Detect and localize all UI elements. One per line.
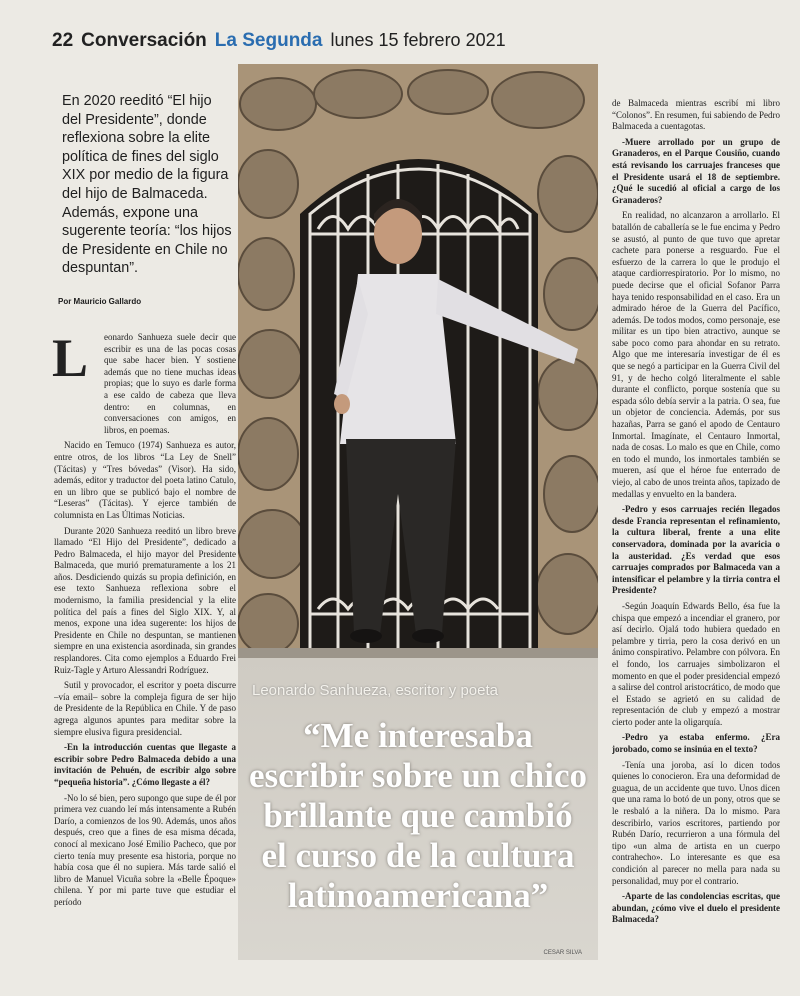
pullquote-panel <box>238 658 598 960</box>
intro-summary: En 2020 reeditó “El hijo del Presidente”, donde reflexiona sobre la elite política de fines del siglo XIX por medio de la figura del hijo de Balmaceda. Además, expone una sugerente teoría: “los hijos de Presidente en Chile no despuntan”. <box>62 93 232 277</box>
article-paragraph: Nacido en Temuco (1974) Sanhueza es autor, entre otros, de los libros “La Ley de Snell” (Tácitas) y “Tres bóvedas” (Visor). Ha sido, además, editor y traductor del poeta latino Catulo, en un libro que se publicó bajo el nombre de “Leseras” (Tácitas). Y ejerce también de columnista en Las Últimas Noticias. <box>54 440 236 520</box>
article-paragraph: de Balmaceda mientras escribí mi libro “Colonos”. En resumen, fui sabiendo de Pedro Balmaceda a cuentagotas. <box>612 98 780 132</box>
drop-cap: L <box>52 328 89 388</box>
photo-caption: Leonardo Sanhueza, escritor y poeta <box>252 682 498 699</box>
section-name: Conversación <box>81 30 207 51</box>
article-paragraph: Durante 2020 Sanhueza reeditó un libro breve llamado “El Hijo del Presidente”, dedicado a Pedro Balmaceda, el hijo mayor del Presidente Balmaceda, que murió prematuramente a los 21 años. Desdiciendo quizás su propia definición, en ese texto Sanhueza reflexiona sobre el modernismo, la familia presidencial y la elite política del país a fines del Siglo XIX. Y, al menos, expone una idea sugerente: los hijos de Presidente en Chile no despuntan, se mantienen siempre en una existencia asordinada, sin grandes resplandores. Cita como ejemplos a Eduardo Frei Ruiz-Tagle y Arturo Alessandri Rodríguez. <box>54 525 236 675</box>
article-paragraph: En realidad, no alcanzaron a arrollarlo. El batallón de caballería se le fue encima y Pedro se asustó, al punto de que tuvo que apretar cachete para ponerse a resguardo. Fue el esfuerzo de la carrera lo que le produjo el ataque cardiorrespiratorio. Por lo mismo, no puede decirse que el oficial Sofanor Parra haya tenido responsabilidad en el caso. Era un admirado héroe de la Guerra del Pacífico, además. De todos modos, como personaje, ese militar es un tipo bien atractivo, aunque se sabe poco como para ahondar en su retrato. Algo que me interesaría investigar de él es que se negó a participar en la Guerra Civil del 91, y de hecho colgó literalmente el sable durante el conflicto, porque sostenía que su espada sólo debía servir a la patria. O sea, fue un objetor de conciencia. Además, por sus hazañas, Parra se ganó el apodo de Centauro Inmortal. Imagínate, el Centauro Inmortal, nada de cosas. Lo malo es que en Chile, como en todo el mundo, los inmortales también se mueren, así que el héroe fue enterrado de viejo, al cabo de unos treinta años, tapizado de medallas y envuelto en la bandera. <box>612 210 780 499</box>
article-column-right <box>612 98 780 973</box>
byline: Por Mauricio Gallardo <box>58 297 142 306</box>
newspaper-name: La Segunda <box>214 30 323 51</box>
issue-date: lunes 15 febrero 2021 <box>330 30 506 50</box>
article-paragraph: Sutil y provocador, el escritor y poeta discurre –vía email– sobre la compleja figura de ser hijo de Presidente de la República en Chile. Y de paso agrega algunos apuntes para meditar sobre la siempre elusiva figura presidencial. <box>54 680 236 737</box>
article-paragraph: -No lo sé bien, pero supongo que supe de él por primera vez cuando leí más intensamente a Rubén Darío, a comienzos de los 90. Además, unos años después, creo que a fines de esa misma década, conocí al mexicano José Emilio Pacheco, que por cierto tenía muy presente esa historia, porque no había cosa que él no supiera. Más tarde salió el libro de Manuel Vicuña sobre la «Belle Époque» chilena. Y por mi parte tuve que estudiar el período <box>54 792 236 907</box>
article-column-left <box>52 328 236 982</box>
interview-question: -Muere arrollado por un grupo de Granaderos, en el Parque Cousiño, cuando está revisando los carruajes franceses que el Presidente usará el 18 de septiembre. ¿Qué le sucedió al oficial a cargo de los Granaderos? <box>612 136 780 205</box>
interview-question: -Aparte de las condolencias escritas, que abundan, ¿cómo vive el duelo el presidente Balmaceda? <box>612 891 780 925</box>
interview-question: -Pedro y esos carruajes recién llegados desde Francia representan el refinamiento, la cultura liberal, frente a una elite conservadora, dominada por la avaricia o la austeridad. ¿Es verdad que esos carruajes comprados por Balmaceda van a intensificar el pelambre y la tirria contra el Presidente? <box>612 504 780 596</box>
article-paragraph: -Tenía una joroba, así lo dicen todos quienes lo conocieron. Era una deformidad de guagua, de un accidente que tuvo. Unos dicen que una rama lo botó de un pony, otros que se le resbaló a la niñera. Da lo mismo. Para describirlo, varios escritores, partiendo por Rubén Darío, recurrieron a una fórmula del tipo «un alma de artista en un cuerpo contrahecho». Lo interesante es que esa condición al parecer no mella para nada su personalidad, muy por el contrario. <box>612 759 780 886</box>
interview-question: -Pedro ya estaba enfermo. ¿Era jorobado, como se insinúa en el texto? <box>612 732 780 755</box>
page-number: 22 <box>52 30 74 51</box>
photo-credit: CESAR SILVA <box>543 950 582 956</box>
article-paragraph: -Según Joaquín Edwards Bello, ésa fue la chispa que empezó a incendiar el granero, por así decirlo. Ojalá todo hubiera quedado en pelambre y tirria, pero la cosa derivó en un ánimo conspirativo. Pelambre con pólvora. En el fondo, los carruajes simbolizaron el momento en que el poder presidencial empezó a salirse del control aristocrático, de modo que el Estado se agrietó en su calidad de representación de club y empezó a mostrar cierto poder ante la oligarquía. <box>612 600 780 727</box>
article-paragraph: eonardo Sanhueza suele decir que escribir es una de las pocas cosas que sabe hacer bien. Y sostiene además que no tiene muchas ideas propias; que lo suyo es darle forma a ese caldo de cabeza que lleva dentro: en columnas, en conversaciones con amigos, en libros, en poemas. <box>104 332 236 435</box>
interview-question: -En la introducción cuentas que llegaste a escribir sobre Pedro Balmaceda debido a una invitación de Pehuén, de escribir algo sobre “pequeña historia”. ¿Cómo llegaste a él? <box>54 742 236 787</box>
page-header <box>52 30 612 60</box>
pull-quote: “Me interesaba escribir sobre un chico brillante que cambió el curso de la cultura latinoamericana” <box>248 716 587 915</box>
portrait-photo <box>238 64 598 658</box>
portrait-photo-illustration <box>238 64 598 658</box>
